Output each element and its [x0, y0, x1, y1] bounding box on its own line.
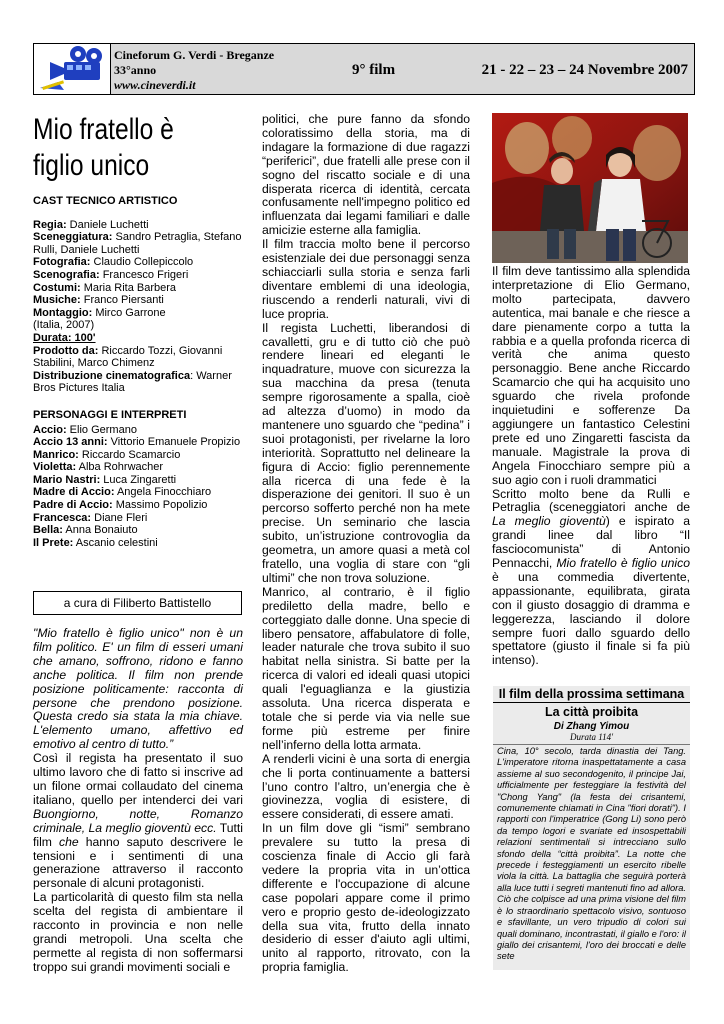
credit-distribuzione: Distribuzione cinematografica: Warner Bros Pictures Italia [33, 369, 232, 395]
film-title [33, 112, 218, 184]
cast-credits [33, 195, 243, 549]
credit-prodotto: Prodotto da: Riccardo Tozzi, Giovanni Stabilini, Marco Chimenz [33, 344, 223, 370]
credit-montaggio: Montaggio: Mirco Garrone [33, 306, 166, 319]
header-bar [33, 43, 695, 95]
article-paragraph: politici, che pure fanno da sfondo coloratissimo della storia, ma di indagare la formazione di due ragazzi “periferici”, due fratelli alle prese con il sogno del riscatto sociale e di una disperata ricerca di identità, cercata confusamente nell'impegno politico ed influenzata dai legami familiari e dalle amicizie esterne alla famiglia. [262, 112, 470, 238]
next-film-duration: Durata 114' [569, 732, 613, 742]
credit-costumi: Costumi: Maria Rita Barbera [33, 281, 177, 294]
next-film-box [493, 686, 690, 970]
curator-box: a cura di Filiberto Battistello [33, 591, 242, 615]
cast-heading: CAST TECNICO ARTISTICO [33, 195, 178, 207]
article-column-2 [262, 113, 470, 975]
film-title-line-2: figlio unico [33, 149, 150, 182]
credit-fotografia: Fotografia: Claudio Collepiccolo [33, 256, 194, 269]
credit-durata: Durata: 100' [33, 331, 96, 344]
article-column-1 [33, 627, 243, 975]
logo [34, 44, 111, 94]
article-paragraph: Il regista Luchetti, liberandosi di cavalletti, gru e di tutto ciò che può rendere lineari ed eleganti le inquadrature, muove con sicurezza la sua macchina da presa (tenuta sempre rigorosamente a spalla, cioè ad altezza d’uomo) in modo da mantenere uno sguardo che “pedina” i suoi protagonisti, per rivelarne la loro interiorità. Soprattutto nel delineare la figura di Accio: figlio perennemente alla ricerca di una fede è la disperazione dei genitori. Il suo è un percorso sofferto perché non ha mete precise. Un seminario che lascia subito, un’istruzione controvoglia da geometra, un amore quasi a metà col fratello, una voglia di stare con “gli ultimi” che non trova soluzione. [262, 320, 470, 585]
article-paragraph: Il film deve tantissimo alla splendida interpretazione di Elio Germano, molto partecipata, davvero autentica, mai banale e che riesce a dare pienamente corpo a tutta la rabbia e a quella profonda ricerca di verità che anima questo personaggio. Bene anche Riccardo Scamarcio che qui ha acquisito uno sguardo che rivela profonde inquietudini e sofferenze Da aggiungere un fantastico Celestini prete ed uno Zingaretti fascista da manuale. Magistrale la prova di Angela Finocchiaro sempre più a suo agio con i ruoli drammatici [492, 264, 690, 487]
article-column-3 [492, 265, 690, 668]
character-row: Francesca: Diane Fleri [33, 511, 148, 524]
character-row: Bella: Anna Bonaiuto [33, 524, 138, 537]
article-paragraph: A renderli vicini è una sorta di energia che li porta continuamente a battersi l’uno contro l’altro, un’energia che è giovinezza, voglia di esistere, di essere considerati, di essere amati. [262, 751, 470, 822]
film-still-image [492, 113, 688, 263]
director-quote: "Mio fratello è figlio unico" non è un film politico. E' un film di esseri umani che amano, soffrono, ridono e fanno anche politica. Il film non prende posizione politicamente: racconta di persone che prendono posizione. Questa credo sia stata la mia chiave. L'elemento umano, affettivo ed emotivo al centro di tutto.” [33, 626, 243, 752]
characters-list [33, 424, 243, 550]
character-row: Manrico: Riccardo Scamarcio [33, 448, 181, 461]
next-film-director: Di Zhang Yimou [553, 721, 630, 732]
character-row: Il Prete: Ascanio celestini [33, 536, 158, 549]
character-row: Madre di Accio: Angela Finocchiaro [33, 486, 212, 499]
next-film-heading: Il film della prossima settimana [493, 686, 690, 703]
season-year: 33°anno [114, 63, 157, 77]
org-name: Cineforum G. Verdi - Breganze [114, 48, 275, 62]
credit-sceneggiatura: Sceneggiatura: Sandro Petraglia, Stefano Rulli, Daniele Luchetti [33, 231, 242, 256]
film-camera-icon [34, 44, 110, 94]
article-paragraph: In un film dove gli “ismi” sembrano prevalere su tutto la presa di coscienza finale di Accio gli farà vedere la propria vita in un’ottica differente e l'occupazione di alcune case popolari appare come il primo vero e proprio gesto de-ideologizzato della sua vita, frutto della innato desiderio di esser d'aiuto agli ultimi, unito al rapporto, ritrovato, con la propria famiglia. [262, 821, 470, 975]
film-number: 9° film [352, 62, 396, 78]
character-row: Mario Nastri: Luca Zingaretti [33, 473, 177, 486]
next-film-synopsis: Cina, 10° secolo, tarda dinastia dei Tang. L'imperatore ritorna inaspettatamente a casa assieme al suo secondogenito, il principe Jai, ufficialmente per festeggiare la festività del "Chong Yang" (la festa dei crisantemi, comunemente chiamati in Cina "fiori dorati"). I rapporti con l'imperatrice (Gong Li) sono però da tempo logori e svariate ed insospettabili relazioni sentimentali si intrecciano sullo sfondo della “città proibita”. La notte che precede i festeggiamenti un esercito ribelle viola la città. La battaglia che seguirà porterà alla luce tutti i segreti mantenuti fino ad allora. Ciò che colpisce ad una prima visione del film è lo straordinario spettacolo visivo, sontuoso e sfavillante, un vero tripudio di colori sui quali dominano, incontrastati, il giallo e l'oro: il giallo dei crisantemi, l'oro dei broccati e delle sete [493, 744, 690, 963]
character-row: Accio: Elio Germano [33, 423, 137, 436]
website-link[interactable]: www.cineverdi.it [114, 78, 196, 92]
credit-regia: Regia: Daniele Luchetti [33, 218, 149, 231]
character-row: Violetta: Alba Rohrwacher [33, 461, 164, 474]
credit-paese: (Italia, 2007) [33, 319, 95, 332]
article-paragraph: Il film traccia molto bene il percorso esistenziale dei due personaggi senza schiacciarli sulla storia e senza farli diventare emblemi di una ideologia, riuscendo a renderli naturali, vivi di luce propria. [262, 237, 470, 321]
film-title-line-1: Mio fratello è [33, 113, 174, 146]
article-paragraph: Manrico, al contrario, è il figlio prediletto della madre, bello e corteggiato dalle donne. Una specie di libero pensatore, affabulatore di folle, leader naturale che trova subito il suo habitat nella sinistra. Si batte per la ricerca di valori ed ideali quasi utopici quali l'eguaglianza e la giustizia assoluta. Una ricerca disperata e totale che si perde via via nelle sue forme più estreme per finire nell’inferno della lotta armata. [262, 584, 470, 752]
article-paragraph: Così il regista ha presentato il suo ultimo lavoro che di fatto si inscrive ad un filone ormai collaudato del cinema italiano, quello per intenderci dei vari Buongiorno, notte, Romanzo criminale, La meglio gioventù ecc. Tutti film che hanno saputo descrivere le tensioni e i sentimenti di una generazione attraverso il racconto personale di alcuni protagonisti. [33, 751, 244, 891]
character-row: Accio 13 anni: Vittorio Emanuele Propizio [33, 436, 241, 449]
character-row: Padre di Accio: Massimo Popolizio [33, 499, 208, 512]
article-paragraph: Scritto molto bene da Rulli e Petraglia (sceneggiatori anche de La meglio gioventù) e ispirato a grandi linee dal libro “Il fasciocomunista” di Antonio Pennacchi, Mio fratello è figlio unico è una commedia divertente, appassionante, equilibrata, girata con il giusto dosaggio di dramma e leggerezza, lasciando il dolore sempre fuori dallo sguardo dello spettatore (giusto il finale si fa più intenso). [492, 486, 691, 668]
credit-musiche: Musiche: Franco Piersanti [33, 294, 164, 307]
article-paragraph: La particolarità di questo film sta nella scelta del regista di ambientare il racconto in provincia e non nelle grandi metropoli. Una scelta che permette al regista di non soffermarsi troppo sui grandi movimenti sociali e [33, 890, 243, 974]
film-still-photo [492, 113, 688, 263]
screening-dates: 21 - 22 – 23 – 24 Novembre 2007 [481, 62, 688, 78]
characters-heading: PERSONAGGI E INTERPRETI [33, 408, 187, 421]
credit-scenografia: Scenografia: Francesco Frigeri [33, 268, 189, 281]
next-film-title: La città proibita [544, 705, 639, 719]
header-org-info [114, 48, 274, 93]
